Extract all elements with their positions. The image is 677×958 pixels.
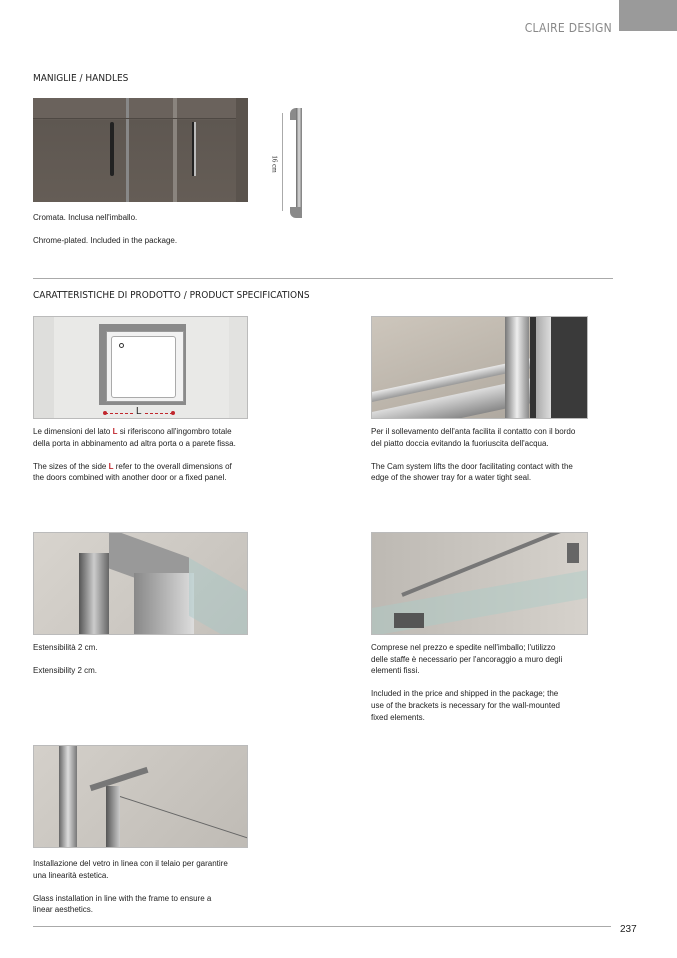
handle-drawing <box>268 108 313 220</box>
page-tab <box>619 0 677 31</box>
spec-text-2: Per il sollevamento dell'anta facilita il contatto con il bordo del piatto doccia evitando la fuoriuscita dell'acqua. The Cam system lifts the door facilitating contact with the edge of the shower tray for a water tight seal. <box>371 427 576 483</box>
divider <box>33 278 613 279</box>
extensibility-photo <box>33 532 248 635</box>
diagram-label-L: L <box>136 406 142 417</box>
handles-text-it: Cromata. Inclusa nell'imballo. <box>33 213 138 222</box>
spec-text-3: Estensibilità 2 cm. Extensibility 2 cm. <box>33 643 98 676</box>
footer-rule <box>33 926 611 927</box>
handles-heading: MANIGLIE / HANDLES <box>33 73 129 84</box>
handles-text-en: Chrome-plated. Included in the package. <box>33 236 178 245</box>
dimension-label: 16 cm <box>270 155 279 173</box>
spec-text-4: Comprese nel prezzo e spedite nell'imballo; l'utilizzo delle staffe è necessario per l'ancoraggio a muro degli elementi fissi. Included in the price and shipped in the package; the use of the brackets is necessary for the wall-mounted fixed elements. <box>371 643 563 722</box>
glass-installation-photo <box>33 745 248 848</box>
dimension-diagram <box>33 316 248 419</box>
handles-photo <box>33 98 248 202</box>
spec-text-5: Installazione del vetro in linea con il telaio per garantire una linearità estetica. Glass installation in line with the frame to ensure a linear aesthetics. <box>33 859 228 915</box>
cam-system-photo <box>371 316 588 419</box>
spec-text-1: Le dimensioni del lato L si riferiscono all'ingombro totale della porta in abbinamento ad altra porta o a parete fissa. The sizes of the side L refer to the overall dimensions of the doors combined with another door or a fixed panel. <box>33 427 236 483</box>
page-number: 237 <box>620 924 637 935</box>
wall-bracket-photo <box>371 532 588 635</box>
brand-title: CLAIRE DESIGN <box>524 21 612 35</box>
specs-heading: CARATTERISTICHE DI PRODOTTO / PRODUCT SPECIFICATIONS <box>33 290 310 301</box>
